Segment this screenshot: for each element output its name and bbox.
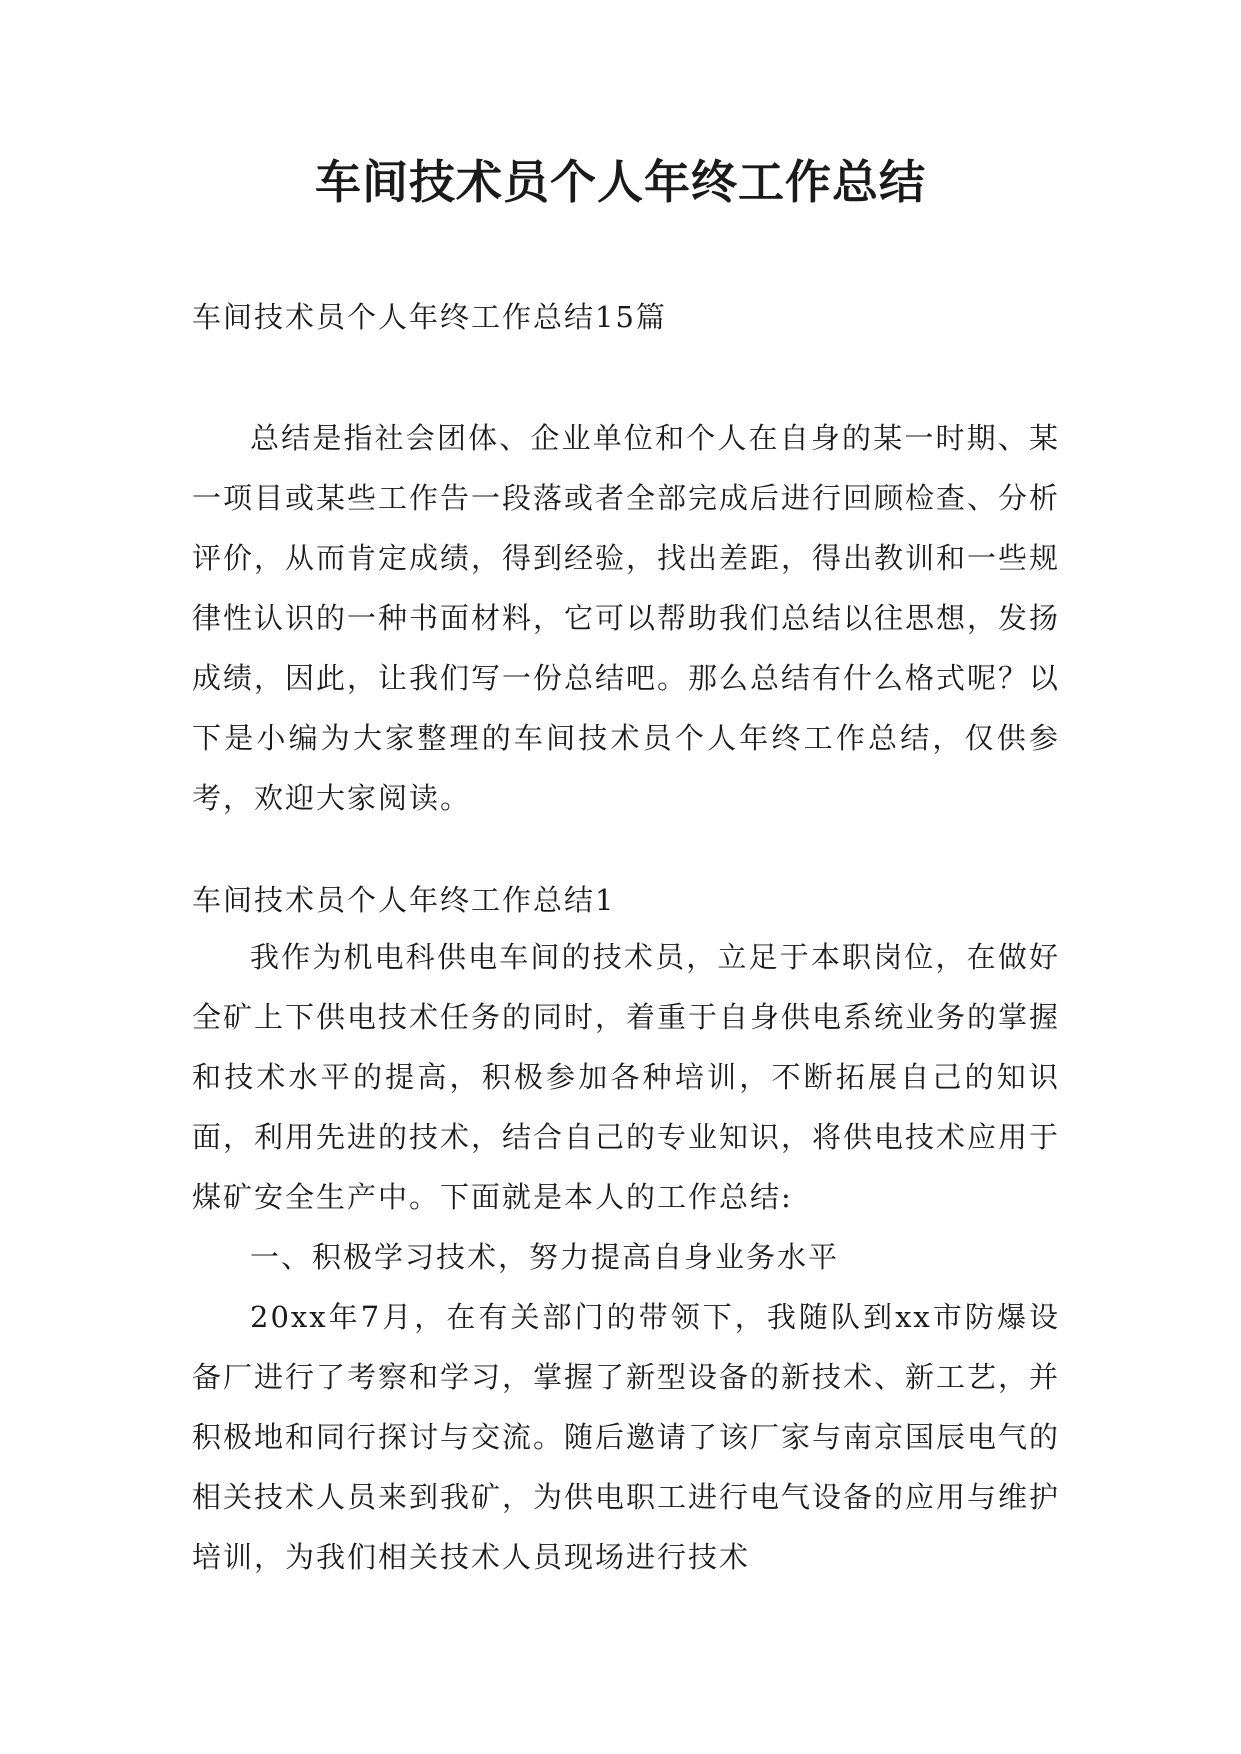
intro-paragraph: 总结是指社会团体、企业单位和个人在自身的某一时期、某一项目或某些工作告一段落或者全部完成后进行回顾检查、分析评价，从而肯定成绩，得到经验，找出差距，得出教训和一些规律性认识的一种书面材料，它可以帮助我们总结以往思想，发扬成绩，因此，让我们写一份总结吧。那么总结有什么格式呢？以下是小编为大家整理的车间技术员个人年终工作总结，仅供参考，欢迎大家阅读。 (192, 421, 1061, 815)
body-paragraph: 20xx年7月，在有关部门的带领下，我随队到xx市防爆设备厂进行了考察和学习，掌握了新型设备的新技术、新工艺，并积极地和同行探讨与交流。随后邀请了该厂家与南京国辰电气的相关技术人员来到我矿，为供电职工进行电气设备的应用与维护培训，为我们相关技术人员现场进行技术 (192, 1300, 1061, 1574)
document-subtitle: 车间技术员个人年终工作总结15篇 (192, 300, 667, 334)
document-title: 车间技术员个人年终工作总结 (315, 155, 926, 209)
section-body (192, 927, 1060, 1587)
body-paragraph: 一、积极学习技术，努力提高自身业务水平 (250, 1240, 840, 1274)
body-paragraph: 我作为机电科供电车间的技术员，立足于本职岗位，在做好全矿上下供电技术任务的同时，着重于自身供电系统业务的掌握和技术水平的提高，积极参加各种培训，不断拓展自己的知识面，利用先进的技术，结合自己的专业知识，将供电技术应用于煤矿安全生产中。下面就是本人的工作总结: (192, 940, 1061, 1214)
intro-section (192, 408, 1060, 828)
section-heading: 车间技术员个人年终工作总结1 (192, 883, 616, 917)
